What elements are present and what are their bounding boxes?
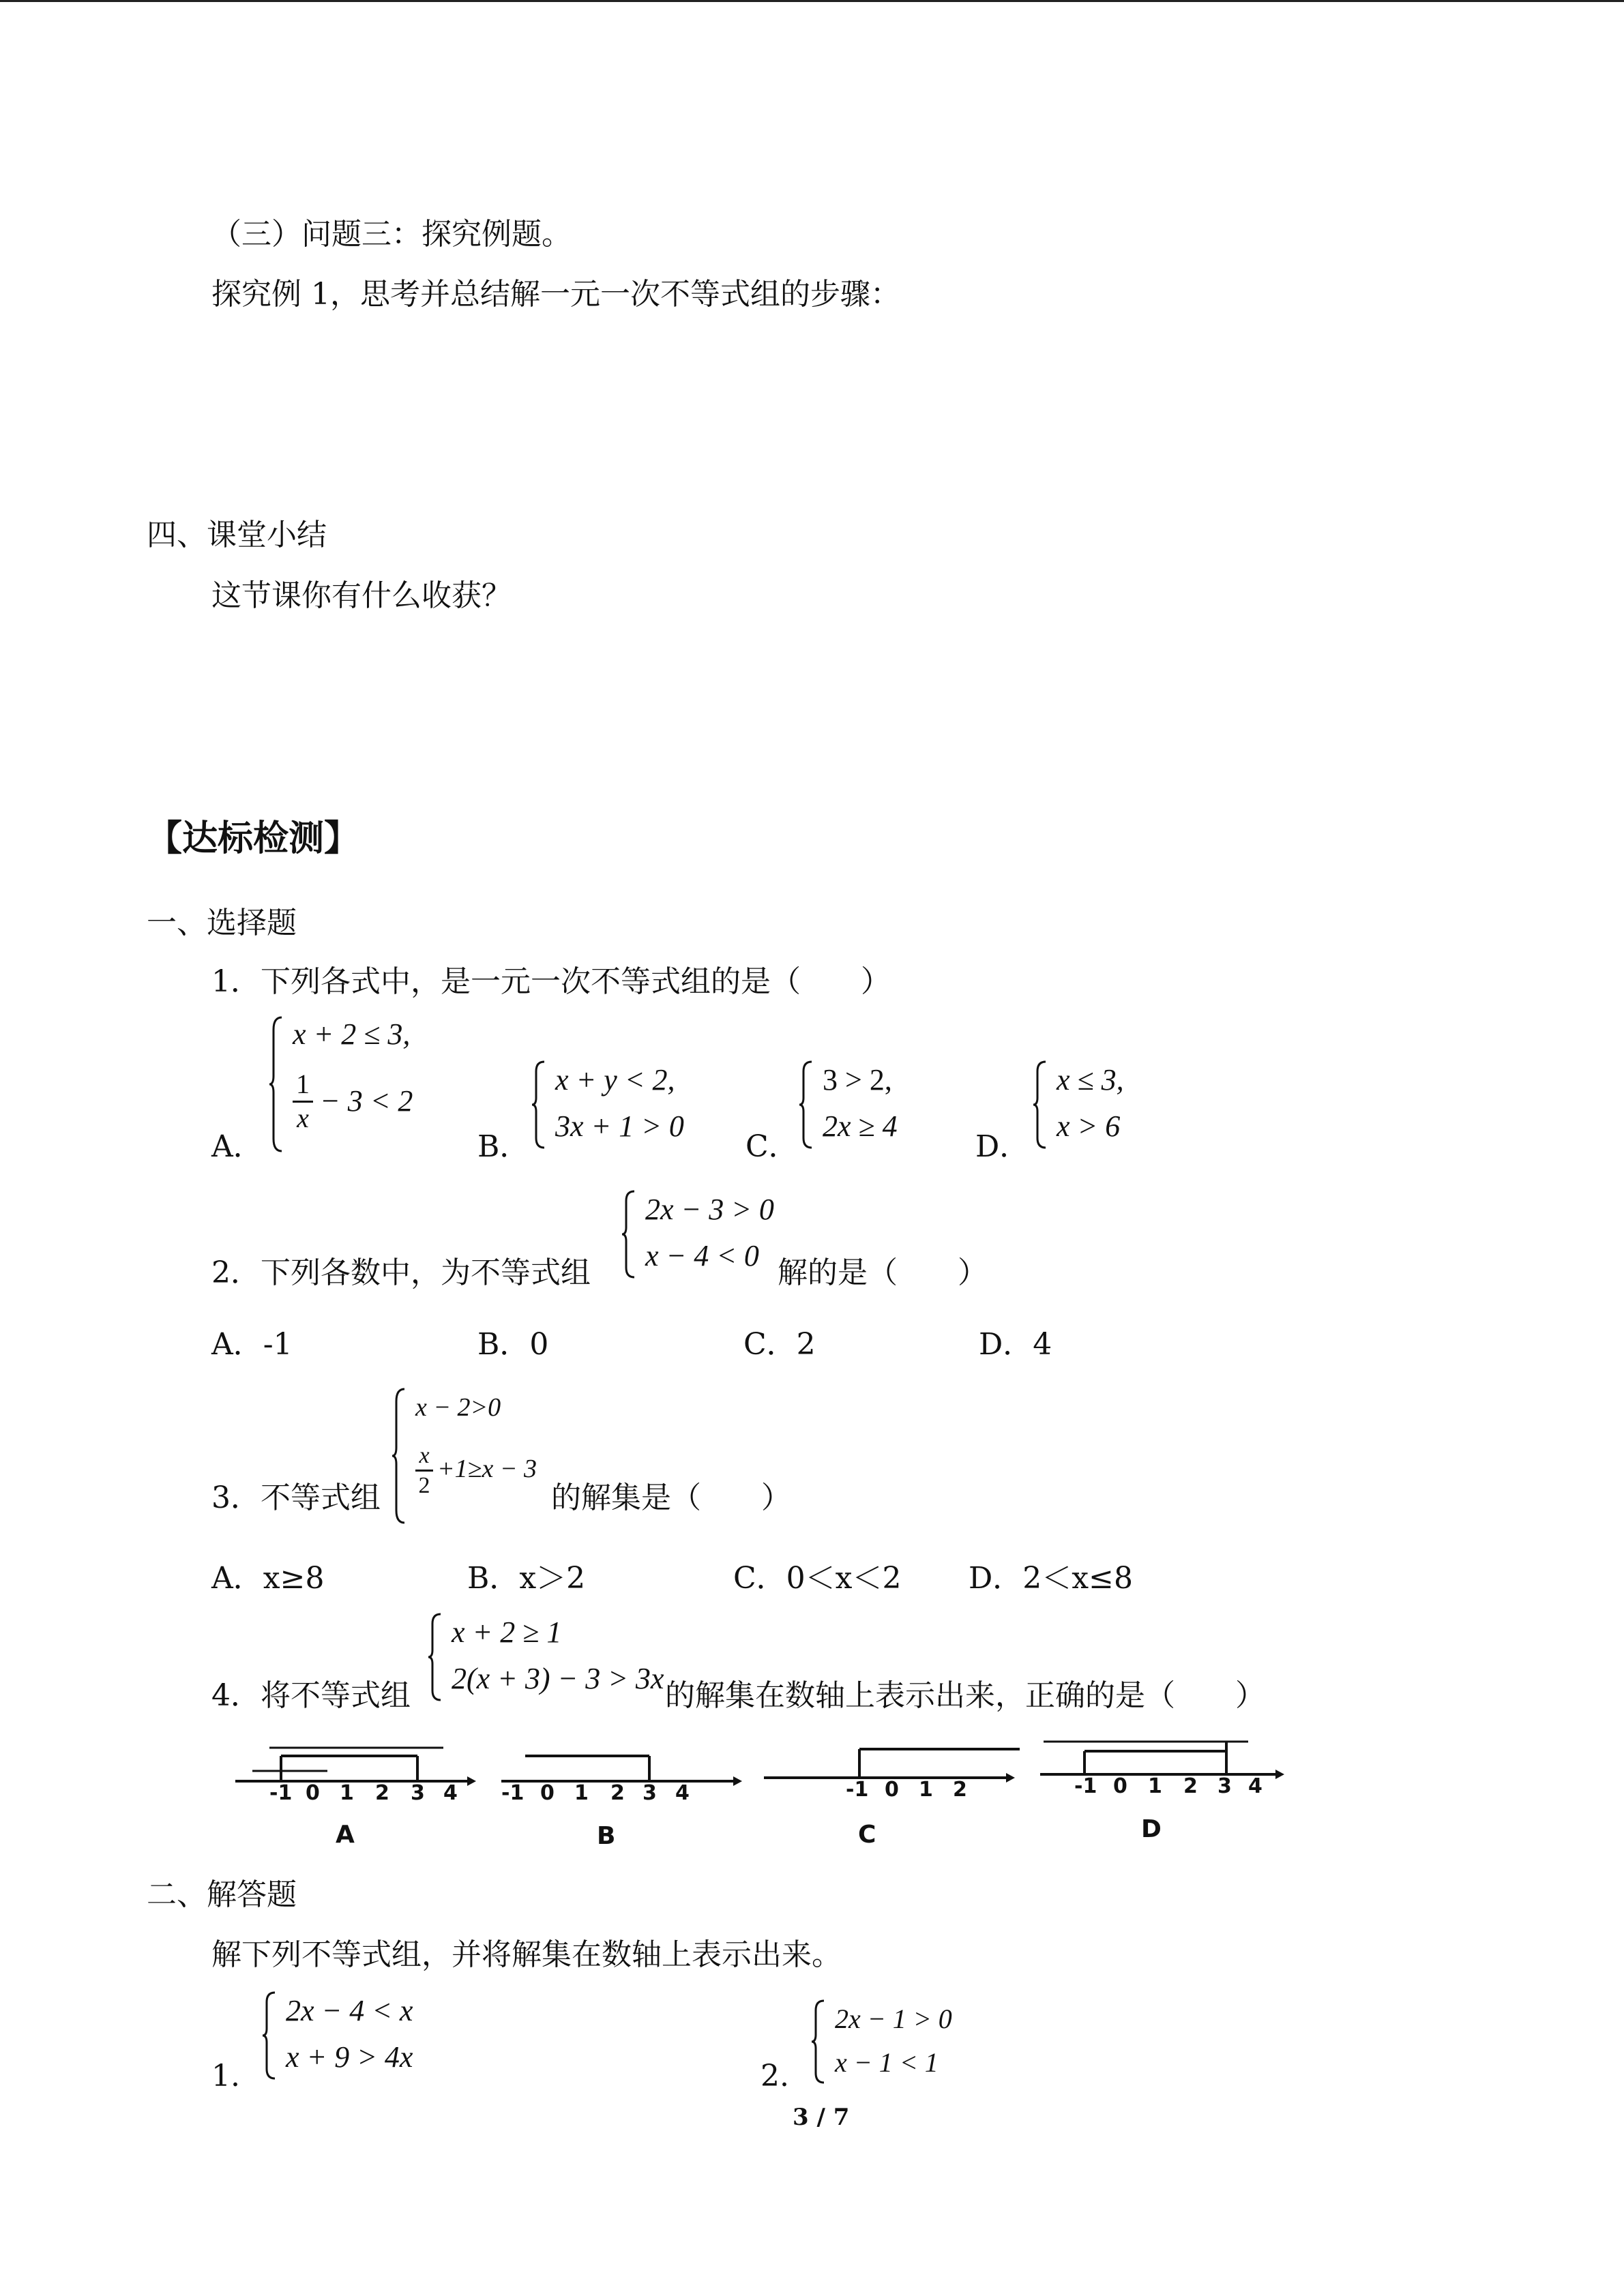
q3-option-d: D．2＜x≤8 [969, 1561, 1133, 1596]
q3-option-a: A．x≥8 [211, 1561, 325, 1596]
q3-denominator: 2 [418, 1473, 430, 1498]
q3-option-c: C．0＜x＜2 [733, 1561, 902, 1596]
q4-c-tick-1: 1 [919, 1778, 933, 1802]
part2-title: 二、解答题 [147, 1877, 297, 1912]
q2-suffix: 解的是（ ） [778, 1255, 988, 1290]
q4-suffix: 的解集在数轴上表示出来，正确的是（ ） [665, 1678, 1265, 1713]
page-number: 3 / 7 [793, 2104, 850, 2131]
q1-option-b-system [532, 1060, 737, 1149]
q2-row2: x − 4 < 0 [645, 1239, 759, 1272]
q1-d-row2: x > 6 [1057, 1109, 1121, 1143]
q4-figure-a [232, 1735, 477, 1810]
q1-option-c-system [799, 1060, 963, 1149]
q4-figure-b-label: B [597, 1822, 616, 1850]
q4-figure-b [498, 1735, 743, 1810]
q4-row2: 2(x + 3) − 3 > 3x [452, 1662, 664, 1695]
q4-c-tick-2: 2 [953, 1778, 967, 1802]
q3-prefix: 3．不等式组 [211, 1480, 381, 1515]
problem2-system [812, 1999, 989, 2084]
part1-title: 一、选择题 [147, 906, 297, 940]
q4-system [428, 1613, 674, 1701]
q3-fraction-bar [415, 1470, 433, 1472]
q1-a-row1: x + 2 ≤ 3, [293, 1017, 411, 1051]
q3-row1: x − 2>0 [415, 1393, 501, 1422]
problem1-row1: 2x − 4 < x [286, 1994, 413, 2027]
q4-b-tick-m1: -1 [501, 1781, 525, 1805]
problem2-row2: x − 1 < 1 [835, 2047, 939, 2078]
q4-row1: x + 2 ≥ 1 [452, 1615, 562, 1649]
q4-prefix: 4．将不等式组 [211, 1678, 411, 1713]
q2-option-b: B．0 [477, 1327, 549, 1362]
q4-a-tick-m1: -1 [269, 1781, 293, 1805]
q3-suffix: 的解集是（ ） [551, 1480, 791, 1515]
q4-b-tick-2: 2 [610, 1781, 625, 1805]
q4-d-tick-m1: -1 [1074, 1774, 1097, 1798]
problem1-system [263, 1991, 467, 2080]
problem2-label: 2. [761, 2059, 789, 2093]
q1-b-row2: 3x + 1 > 0 [555, 1109, 684, 1143]
q4-d-tick-2: 2 [1183, 1774, 1198, 1798]
q4-d-tick-3: 3 [1217, 1774, 1232, 1798]
q4-a-tick-0: 0 [306, 1781, 320, 1805]
q2-system [622, 1190, 779, 1279]
q2-option-c: C．2 [743, 1327, 816, 1362]
q1-a-denominator: x [297, 1103, 309, 1133]
q1-c-row1: 3 > 2, [823, 1063, 892, 1097]
q2-prefix: 2．下列各数中，为不等式组 [211, 1255, 591, 1290]
q4-figure-d [1037, 1732, 1289, 1807]
q1-a-row2-tail: − 3 < 2 [320, 1084, 413, 1118]
q1-option-d-label: D． [975, 1129, 1030, 1164]
q1-option-a-system [269, 1016, 474, 1152]
q4-figure-c [761, 1735, 1020, 1810]
q4-c-tick-m1: -1 [846, 1778, 869, 1802]
problem1-label: 1. [211, 2059, 240, 2093]
section4-text: 这节课你有什么收获？ [211, 578, 512, 613]
q3-numerator: x [419, 1443, 430, 1468]
q4-c-tick-0: 0 [885, 1778, 899, 1802]
q1-b-row1: x + y < 2, [555, 1063, 675, 1097]
q3-option-b: B．x＞2 [467, 1561, 586, 1596]
section3-title: （三）问题三：探究例题。 [211, 217, 572, 252]
q4-d-tick-4: 4 [1248, 1774, 1263, 1798]
q4-b-tick-0: 0 [540, 1781, 555, 1805]
section3-text: 探究例 1，思考并总结解一元一次不等式组的步骤： [211, 277, 900, 312]
q4-d-tick-1: 1 [1148, 1774, 1162, 1798]
q4-b-tick-1: 1 [574, 1781, 589, 1805]
part2-text: 解下列不等式组，并将解集在数轴上表示出来。 [211, 1937, 842, 1972]
q2-option-a: A．-1 [211, 1327, 293, 1362]
q4-a-tick-3: 3 [411, 1781, 425, 1805]
q4-b-tick-4: 4 [675, 1781, 690, 1805]
q4-a-tick-4: 4 [443, 1781, 458, 1805]
top-border [0, 0, 1624, 2]
q2-option-d: D．4 [979, 1327, 1052, 1362]
q1-option-c-label: C． [745, 1129, 799, 1164]
q4-a-tick-1: 1 [340, 1781, 354, 1805]
q4-d-tick-0: 0 [1113, 1774, 1127, 1798]
q4-figure-d-label: D [1141, 1815, 1162, 1843]
q1-option-d-system [1033, 1060, 1170, 1149]
q4-a-tick-2: 2 [375, 1781, 389, 1805]
test-title: 【达标检测】 [147, 818, 360, 859]
section4-title: 四、课堂小结 [147, 518, 327, 552]
q4-b-tick-3: 3 [643, 1781, 657, 1805]
q3-row2-tail: +1≥x − 3 [437, 1455, 537, 1483]
q1-a-numerator: 1 [296, 1069, 310, 1099]
q1-option-b-label: B． [477, 1129, 530, 1164]
q1-d-row1: x ≤ 3, [1057, 1063, 1124, 1097]
q1-option-a-label: A． [211, 1129, 263, 1164]
q1-stem: 1．下列各式中，是一元一次不等式组的是（ ） [211, 964, 891, 999]
q1-c-row2: 2x ≥ 4 [823, 1109, 898, 1143]
problem2-row1: 2x − 1 > 0 [835, 2003, 952, 2034]
q4-figure-c-label: C [858, 1821, 876, 1849]
problem1-row2: x + 9 > 4x [286, 2040, 413, 2074]
q3-system [392, 1388, 556, 1524]
q2-row1: 2x − 3 > 0 [645, 1193, 774, 1226]
q4-figure-a-label: A [336, 1821, 355, 1849]
